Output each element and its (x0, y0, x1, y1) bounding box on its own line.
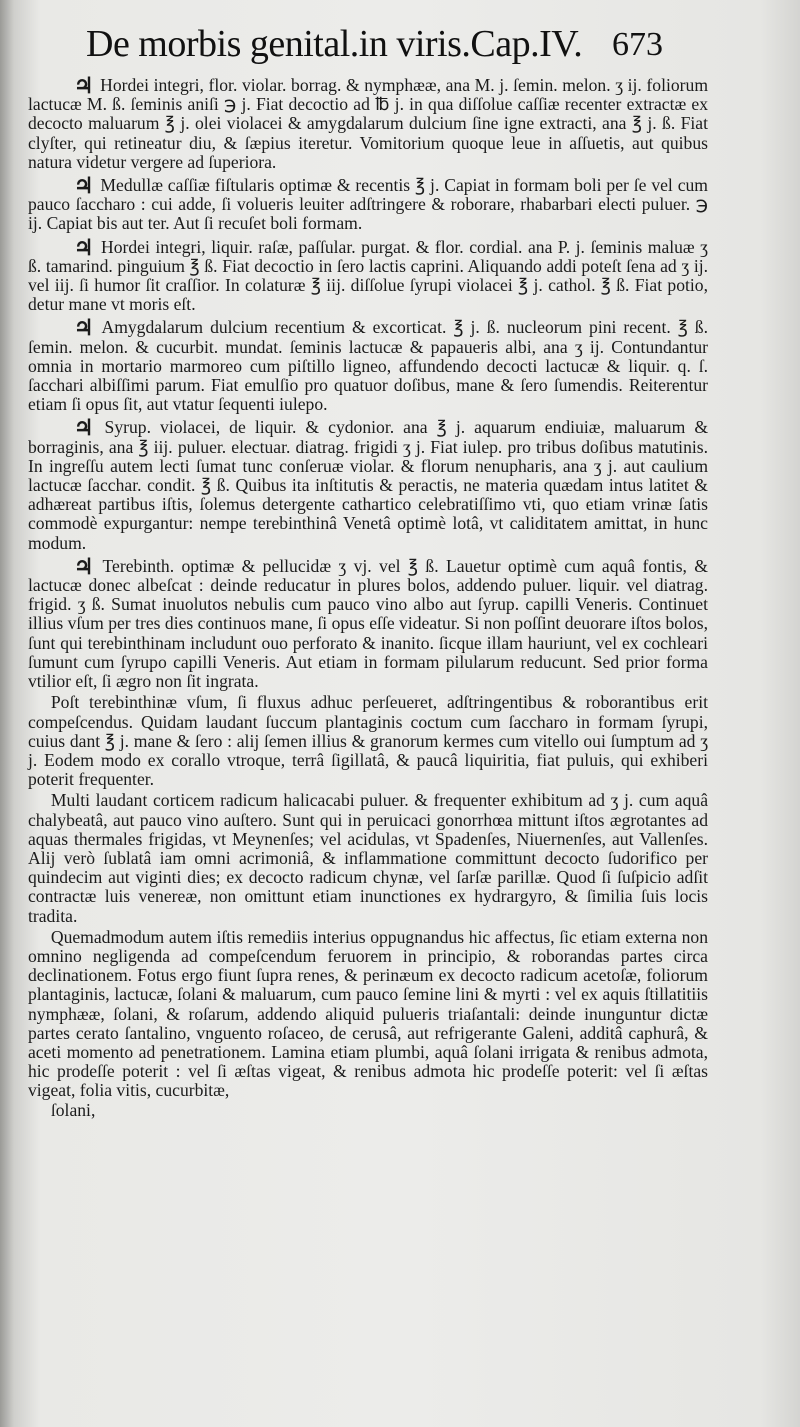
recipe-symbol-icon: ♃ (73, 553, 94, 579)
running-title: De morbis genital.in viris.Cap.IV. (86, 23, 583, 65)
paragraph-recipe-6 (28, 555, 708, 691)
body-text (28, 74, 708, 1122)
recipe-symbol-icon: ♃ (73, 173, 94, 199)
paragraph-recipe-2 (28, 174, 708, 234)
paragraph-recipe-1 (28, 74, 708, 172)
recipe-symbol-icon: ♃ (73, 234, 94, 260)
paragraph-text: Amygdalarum dulcium recentium & excorticat. ℥ j. ß. nucleorum pini recent. ℥ ß. ſemin. melon. & cucurbit. mundat. ſeminis lactucæ & papaueris albi, ana ʒ ij. Contundantur omnia in mortario marmoreo cum piſtillo ligneo, affundendo decocti lactucæ & liquir. q. ſ. ſacchari albiſſimi parum. Fiat emulſio pro quatuor doſibus, mane & ſero ſumendis. Reiterentur etiam ſi opus ſit, aut vtatur ſequenti iulepo. (28, 317, 709, 415)
paragraph-mineral-waters (28, 791, 708, 925)
paragraph-text: Poſt terebinthinæ vſum, ſi fluxus adhuc perſeueret, adſtringentibus & roborantibus erit compeſcendus. Quidam laudant ſuccum plantaginis coctum cum ſaccharo in formam ſyrupi, cuius dant ℥ j. mane & ſero : alij ſemen illius & granorum kermes cum vitello oui ſumptum ad ʒ j. Eodem modo ex corallo vtroque, terrâ ſigillatâ, & paucâ liquiritia, fiat puluis, qui exhiberi poterit frequenter. (28, 692, 708, 790)
recipe-symbol-icon: ♃ (73, 73, 94, 98)
catchword: ſolani, (50, 1099, 96, 1120)
paragraph-text: Medullæ caſſiæ fiſtularis optimæ & recentis ℥ j. Capiat in formam boli per ſe vel cum pauco ſaccharo : cui adde, ſi volueris leuiter adſtringere & roborare, rhabarbari electi puluer. ℈ ij. Capiat bis aut ter. Aut ſi recuſet boli formam. (28, 175, 708, 234)
paragraph-astringents (28, 693, 708, 789)
paragraph-recipe-3 (28, 236, 708, 315)
paragraph-text: Multi laudant corticem radicum halicacabi puluer. & frequenter exhibitum ad ʒ j. cum aquâ chalybeatâ, aut pauco vino auſtero. Sunt qui in peruicaci gonorrhœa mittunt iſtos ægrotantes ad aquas thermales frigidas, vt Meynenſes; vel acidulas, vt Spadenſes, Niuernenſes, aut Vallenſes. Alij verò ſublatâ iam omni acrimoniâ, & inflammatione committunt decocto ſudorifico per quindecim aut viginti dies; ex decocto radicum chynæ, vel ſarſæ parillæ. Quod ſi ſuſpicio adſit contractæ luis venereæ, non omittunt etiam inunctiones ex hydrargyro, & ſimilia ſuis locis tradita. (28, 790, 708, 926)
recipe-symbol-icon: ♃ (73, 415, 94, 441)
page-header (0, 22, 800, 82)
paragraph-text: Terebinth. optimæ & pellucidæ ʒ vj. vel ℥ ß. Lauetur optimè cum aquâ fontis, & lactucæ donec albeſcat : deinde reducatur in plures bolos, addendo puluer. liquir. vel diatrag. frigid. ʒ ß. Sumat inuolutos nebulis cum pauco vino albo aut ſyrup. capilli Veneris. Continuet illius vſum per tres dies continuos mane, ſi opus eſſe videatur. Si non poſſint deuorare iſtos bolos, ſunt qui terebinthinam includunt ouo perforato & inanito. ſicque illam hauriunt, vel ex cochleari ſumunt cum ſyrupo capilli Veneris. Aut etiam in formam pilularum reducunt. Sed prior forma vtilior eſt, ſi ægro non ſit ingrata. (28, 555, 708, 692)
page-number: 673 (612, 26, 663, 63)
paragraph-text: Hordei integri, flor. violar. borrag. & nymphææ, ana M. j. ſemin. melon. ʒ ij. foliorum lactucæ M. ß. ſeminis aniſi ℈ j. Fiat decoctio ad ℔ j. in qua diſſolue caſſiæ recenter extractæ ex decocto maluarum ℥ j. olei violacei & amygdalarum dulcium ſine igne extracti, ana ℥ j. ß. Fiat clyſter, qui retineatur diu, & ſæpius iteretur. Vomitorium quoque leue in aſſuetis, aut quibus natura videtur vergere ad ſuperiora. (28, 75, 709, 172)
paragraph-text: Syrup. violacei, de liquir. & cydonior. ana ℥ j. aquarum endiuiæ, maluarum & borraginis, ana ℥ iij. puluer. electuar. diatrag. frigidi ʒ j. Fiat iulep. pro tribus doſibus matutinis. In ingreſſu autem lecti ſumat tunc conſeruæ violar. & florum nenupharis, ana ʒ j. aut caulium lactucæ ſacchar. condit. ℥ ß. Quibus ita inſtitutis & peractis, ne materia quædam intus latitet & adhæreat partibus iſtis, ſolemus detergente cathartico celebratiſſimo vti, quo etiam vrinæ ſatis commodè expurgantur: nempe terebinthinâ Venetâ optimè lotâ, vt caliditatem amittat, in hunc modum. (28, 417, 709, 553)
recipe-symbol-icon: ♃ (73, 315, 94, 341)
paragraph-recipe-4 (28, 316, 708, 414)
paragraph-external-remedies (28, 928, 708, 1120)
paragraph-text: Hordei integri, liquir. raſæ, paſſular. purgat. & flor. cordial. ana P. j. ſeminis maluæ ʒ ß. tamarind. pinguium ℥ ß. Fiat decoctio in ſero lactis caprini. Aliquando addi poteſt ſena ad ʒ ij. vel iij. ſi humor ſit craſſior. In colaturæ ℥ iij. diſſolue ſyrupi violacei ℥ j. cathol. ℥ ß. Fiat potio, detur mane vt moris eſt. (28, 236, 708, 315)
paragraph-recipe-5 (28, 416, 708, 552)
paragraph-text: Quemadmodum autem iſtis remediis interius oppugnandus hic affectus, ſic etiam externa non omnino negligenda ad compeſcendum feruorem in principio, & roborandas partes circa declinationem. Fotus ergo fiunt ſupra renes, & perinæum ex decocto radicum acetoſæ, foliorum plantaginis, lactucæ, ſolani & maluarum, cum pauco ſemine lini & myrti : vel ex aquis ſtillatitiis nymphææ, ſolani, & roſarum, addendo aliquid pulueris triaſantali: deinde inunguntur dictæ partes cerato ſantalino, vnguento roſaceo, de cerusâ, aut refrigerante Galeni, additâ caphurâ, & aceti momento ad penetrationem. Lamina etiam plumbi, aquâ ſolani irrigata & renibus admota, hic prodeſſe poterit : vel ſi æſtas vigeat, & renibus admota hic prodeſſe poterit: vel ſi æſtas vigeat, folia vitis, cucurbitæ, (28, 926, 708, 1101)
